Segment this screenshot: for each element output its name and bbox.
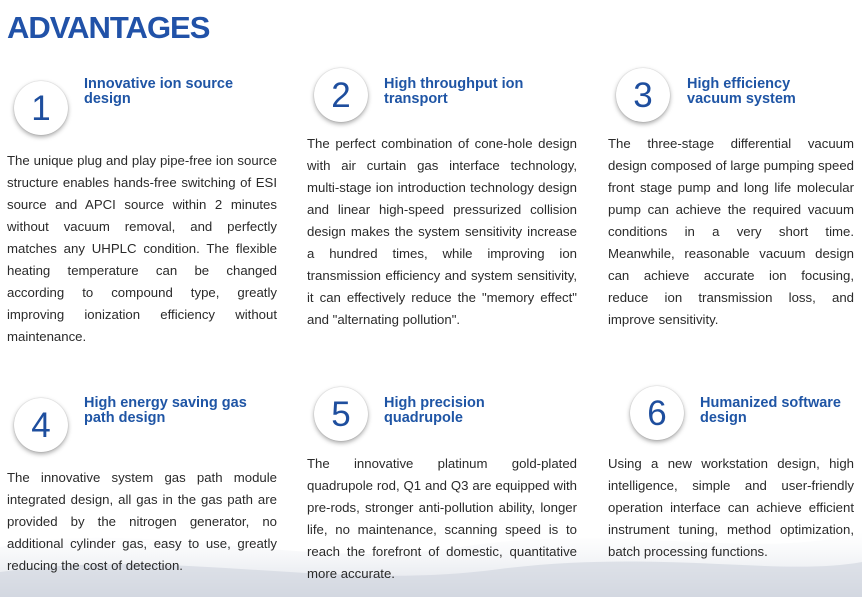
number-badge: 6 — [630, 386, 684, 440]
number-badge: 3 — [616, 68, 670, 122]
page-title: ADVANTAGES — [7, 10, 210, 45]
number-badge: 2 — [314, 68, 368, 122]
card-body: Using a new workstation design, high intelligence, simple and user-friendly operation interface can achieve efficient instrument tuning, method optimization, batch processing functions. — [608, 456, 854, 559]
card-title: High precision quadrupole — [384, 395, 485, 426]
card-body: The innovative system gas path module integrated design, all gas in the gas path are provided by the nitrogen generator, no additional cylinder gas, easy to use, greatly reducing the cost of detection. — [7, 470, 277, 573]
card-title: High efficiency vacuum system — [687, 76, 796, 107]
advantage-card-6 — [608, 377, 854, 563]
card-body: The unique plug and play pipe-free ion source structure enables hands-free switching of ESI source and APCI source within 2 minutes without vacuum removal, and perfectly matches any UHPLC condition. The flexible heating temperature can be changed according to compound type, greatly improving ionization efficiency without maintenance. — [7, 153, 277, 344]
number-badge: 1 — [14, 81, 68, 135]
card-title: High throughput ion transport — [384, 76, 524, 107]
advantage-card-3 — [608, 53, 854, 331]
advantage-card-1 — [7, 75, 277, 348]
card-body: The perfect combination of cone-hole design with air curtain gas interface technology, multi-stage ion introduction technology design and linear high-speed pressurized collision design makes the system sensitivity increase a hundred times, while improving ion transmission efficiency and system sensitivity, it can effectively reduce the "memory effect" and "alternating pollution". — [307, 136, 577, 327]
advantage-card-4 — [7, 389, 277, 577]
advantage-card-2 — [307, 53, 577, 331]
card-title: Innovative ion source design — [84, 76, 234, 107]
card-body: The three-stage differential vacuum design composed of large pumping speed front stage pump and long life molecular pump can achieve the required vacuum conditions in a very short time. Meanwhile, reasonable vacuum design can achieve accurate ion focusing, reduce ion transmission loss, and improve sensitivity. — [608, 136, 854, 327]
number-badge: 5 — [314, 387, 368, 441]
advantage-card-5 — [307, 377, 577, 585]
card-title: Humanized software design — [700, 395, 841, 426]
number-badge: 4 — [14, 398, 68, 452]
card-body: The innovative platinum gold-plated quadrupole rod, Q1 and Q3 are equipped with pre-rods, stronger anti-pollution ability, longer life, no maintenance, scanning speed is to reach the forefront of domestic, quantitative more accurate. — [307, 456, 577, 581]
card-title: High energy saving gas path design — [84, 395, 247, 426]
